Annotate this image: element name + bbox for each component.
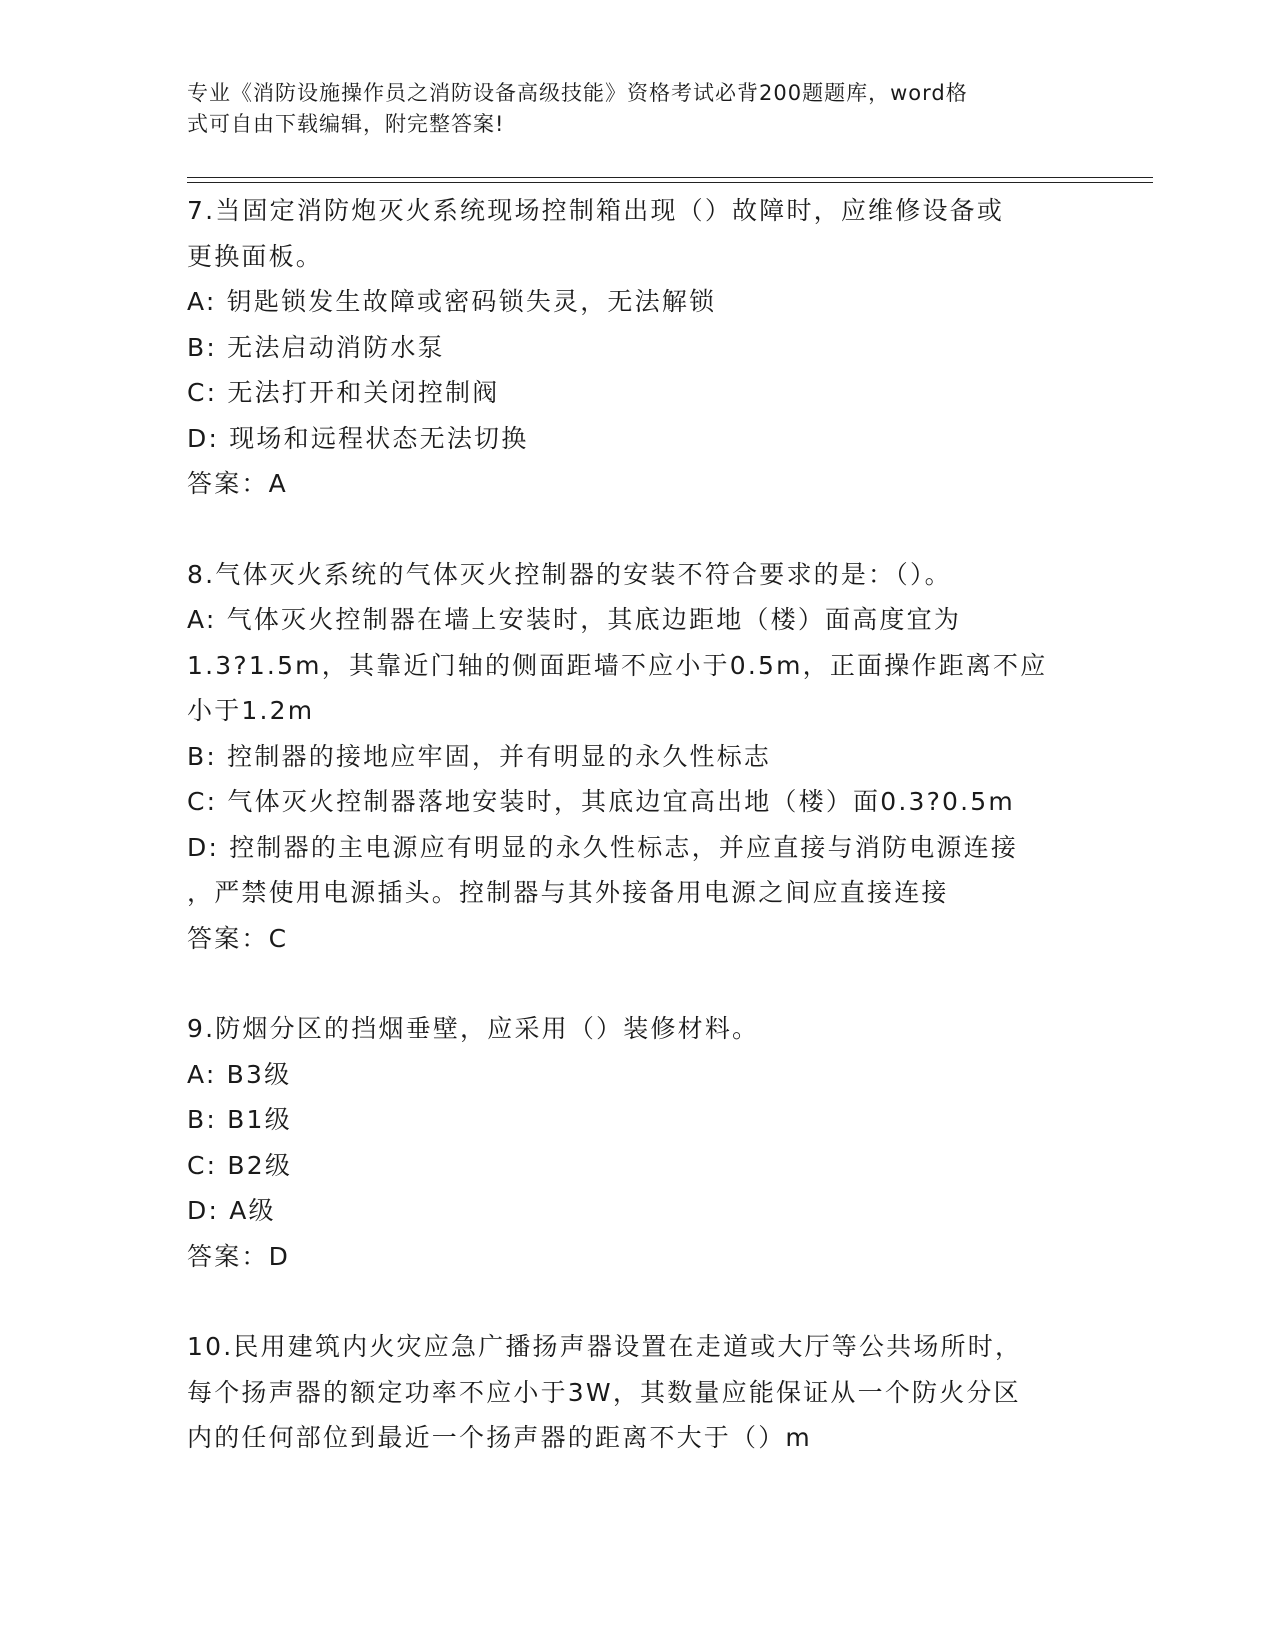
- option-b: B: 无法启动消防水泵: [187, 332, 445, 362]
- question-8: [187, 552, 1087, 962]
- option-c: C: 无法打开和关闭控制阀: [187, 378, 500, 407]
- option-d: D: 控制器的主电源应有明显的永久性标志，并应直接与消防电源连接: [187, 832, 1019, 862]
- question-9: [187, 1006, 1087, 1279]
- question-stem: 9.防烟分区的挡烟垂壁，应采用（）装修材料。: [187, 1014, 760, 1043]
- document-header: [187, 78, 1087, 140]
- header-line-1: 专业《消防设施操作员之消防设备高级技能》资格考试必背200题题库，word格: [187, 81, 968, 105]
- option-b: B: B1级: [187, 1105, 292, 1134]
- option-d-continued: ，严禁使用电源插头。控制器与其外接备用电源之间应直接连接: [187, 878, 949, 907]
- spacer: [187, 507, 1087, 552]
- option-d: D: 现场和远程状态无法切换: [187, 423, 529, 453]
- question-stem: 7.当固定消防炮灭火系统现场控制箱出现（）故障时，应维修设备或: [187, 196, 1005, 225]
- header-divider-bottom: [187, 182, 1153, 183]
- option-a: A: B3级: [187, 1059, 292, 1089]
- option-c: C: B2级: [187, 1150, 293, 1180]
- header-line-2: 式可自由下载编辑，附完整答案!: [187, 112, 505, 136]
- question-10: [187, 1324, 1087, 1461]
- question-list: [187, 188, 1087, 1461]
- question-stem: 更换面板。: [187, 241, 324, 271]
- question-stem: 8.气体灭火系统的气体灭火控制器的安装不符合要求的是：（）。: [187, 559, 952, 589]
- question-stem: 每个扬声器的额定功率不应小于3W，其数量应能保证从一个防火分区: [187, 1377, 1021, 1407]
- option-a-continued: 小于1.2m: [187, 696, 315, 725]
- question-7: [187, 188, 1087, 507]
- answer-label: 答案：C: [187, 923, 289, 953]
- question-stem: 10.民用建筑内火灾应急广播扬声器设置在走道或大厅等公共场所时，: [187, 1332, 1023, 1361]
- option-a: A: 钥匙锁发生故障或密码锁失灵，无法解锁: [187, 287, 717, 316]
- answer-label: 答案：A: [187, 469, 288, 498]
- spacer: [187, 961, 1087, 1006]
- question-stem: 内的任何部位到最近一个扬声器的距离不大于（）m: [187, 1423, 812, 1452]
- option-c: C: 气体灭火控制器落地安装时，其底边宜高出地（楼）面0.3?0.5m: [187, 787, 1015, 816]
- option-a-continued: 1.3?1.5m，其靠近门轴的侧面距墙不应小于0.5m，正面操作距离不应: [187, 650, 1048, 680]
- header-divider-top: [187, 177, 1153, 178]
- option-a: A: 气体灭火控制器在墙上安装时，其底边距地（楼）面高度宜为: [187, 605, 962, 634]
- option-d: D: A级: [187, 1196, 276, 1225]
- answer-label: 答案：D: [187, 1241, 291, 1271]
- option-b: B: 控制器的接地应牢固，并有明显的永久性标志: [187, 741, 772, 771]
- spacer: [187, 1279, 1087, 1324]
